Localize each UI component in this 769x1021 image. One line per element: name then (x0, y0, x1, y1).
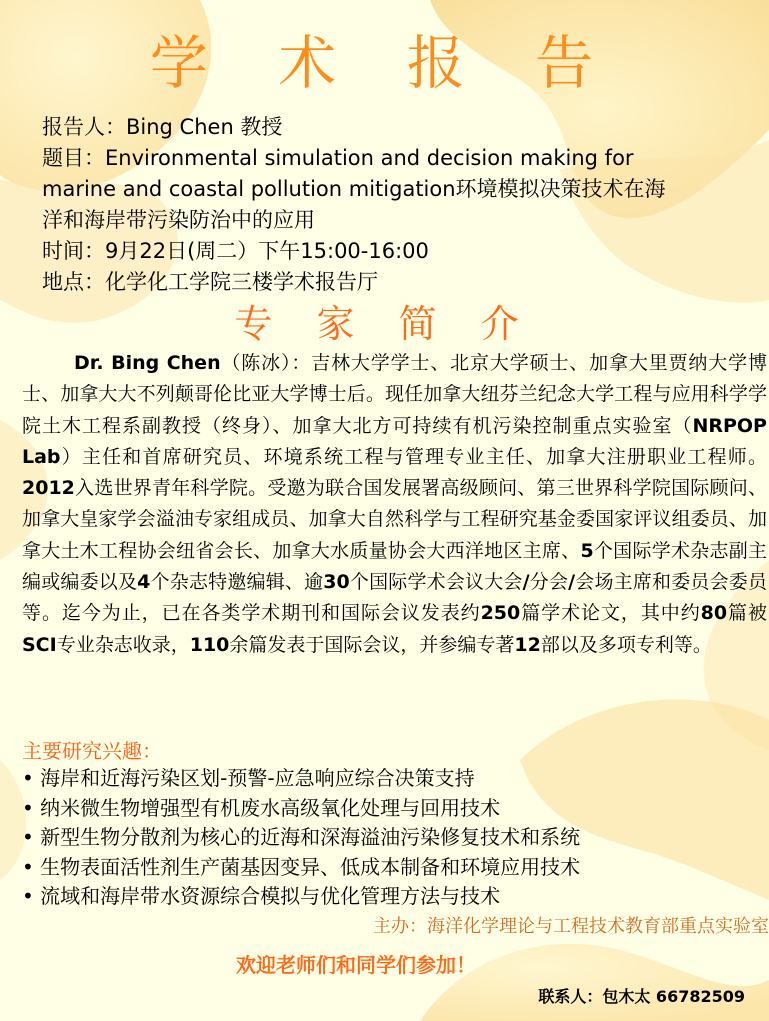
bio-text-5: 个杂志特邀编辑、逾 (150, 571, 324, 594)
topic-line-3: 洋和海岸带污染防治中的应用 (42, 208, 315, 232)
research-interests-list (22, 764, 762, 912)
bio-year: 2012 (22, 477, 75, 500)
bio-text-4: 个国际学术杂志副主编或编委以及 (22, 539, 767, 594)
list-item: • 流域和海岸带水资源综合模拟与优化管理方法与技术 (22, 882, 762, 912)
contact-info: 联系人：包木太 66782509 (538, 987, 745, 1006)
speaker-biography (22, 348, 767, 661)
bio-text-7: 分会 (529, 571, 569, 594)
profile-heading: 专 家 简 介 (234, 302, 535, 346)
welcome-message: 欢迎老师们和同学们参加！ (236, 953, 476, 977)
topic-line-1: 题目：Environmental simulation and decision making for (42, 146, 634, 170)
list-item: • 海岸和近海污染区划-预警-应急响应综合决策支持 (22, 764, 762, 794)
bio-text-11: 专业杂志收录， (56, 633, 190, 656)
list-item: • 纳米微生物增强型有机废水高级氧化处理与回用技术 (22, 794, 762, 824)
bio-name: Dr. Bing Chen (74, 352, 221, 374)
research-interests-heading: 主要研究兴趣： (22, 739, 162, 763)
bio-num-110: 110 (189, 633, 230, 656)
bio-text-3: 入选世界青年科学院。受邀为联合国发展署高级顾问、第三世界科学院国际顾问、加拿大皇家学会溢油专家组成员、加拿大自然科学与工程研究基金委国家评议组委员、加拿大土木工程协会纽省会长、加拿大水质量协会大西洋地区主席、 (22, 477, 767, 562)
bio-text-10: 篇被 (727, 602, 767, 625)
list-item: • 新型生物分散剂为核心的近海和深海溢油污染修复技术和系统 (22, 823, 762, 853)
host-organizer: 主办：海洋化学理论与工程技术教育部重点实验室 (373, 916, 769, 937)
bio-num-80: 80 (700, 602, 728, 625)
bio-num-30: 30 (323, 571, 350, 594)
speaker-line: 报告人：Bing Chen 教授 (42, 115, 283, 139)
bio-text-13: 部以及多项专利等。 (540, 633, 712, 656)
bio-text-1: （陈冰）：吉林大学学士、北京大学硕士、加拿大里贾纳大学博士、加拿大大不列颠哥伦比亚大学博士后。现任加拿大纽芬兰纪念大学工程与应用科学学院土木工程系副教授（终身）、加拿大北方可持续有机污染控制重点实验室（ (22, 352, 767, 437)
place-line: 地点：化学化工学院三楼学术报告厅 (42, 270, 378, 294)
bio-text-8: 会场主席和委员会委员等。迄今为止，已在各类学术期刊和国际会议发表约 (22, 571, 767, 625)
bio-num-5: 5 (580, 539, 594, 562)
time-line: 时间：9月22日(周二）下午15:00-16:00 (42, 239, 429, 263)
bio-num-12: 12 (514, 633, 541, 656)
bio-num-250: 250 (480, 602, 521, 625)
bio-sci: SCI (22, 633, 57, 656)
bio-num-4: 4 (137, 571, 151, 594)
list-item: • 生物表面活性剂生产菌基因变异、低成本制备和环境应用技术 (22, 853, 762, 883)
poster-title: 学 术 报 告 (149, 29, 620, 97)
bio-lab: NRPOP Lab (22, 414, 767, 468)
talk-info (42, 112, 752, 298)
bio-slash-1: / (522, 571, 530, 594)
bio-text-12: 余篇发表于国际会议，并参编专著 (229, 633, 515, 656)
bio-text-6: 个国际学术会议大会 (349, 571, 523, 594)
bio-slash-2: / (568, 571, 576, 594)
bio-text-9: 篇学术论文，其中约 (520, 602, 701, 625)
bio-text-2: ）主任和首席研究员、环境系统工程与管理专业主任、加拿大注册职业工程师。 (60, 445, 767, 468)
topic-line-2: marine and coastal pollution mitigation环境模拟决策技术在海 (42, 177, 666, 201)
